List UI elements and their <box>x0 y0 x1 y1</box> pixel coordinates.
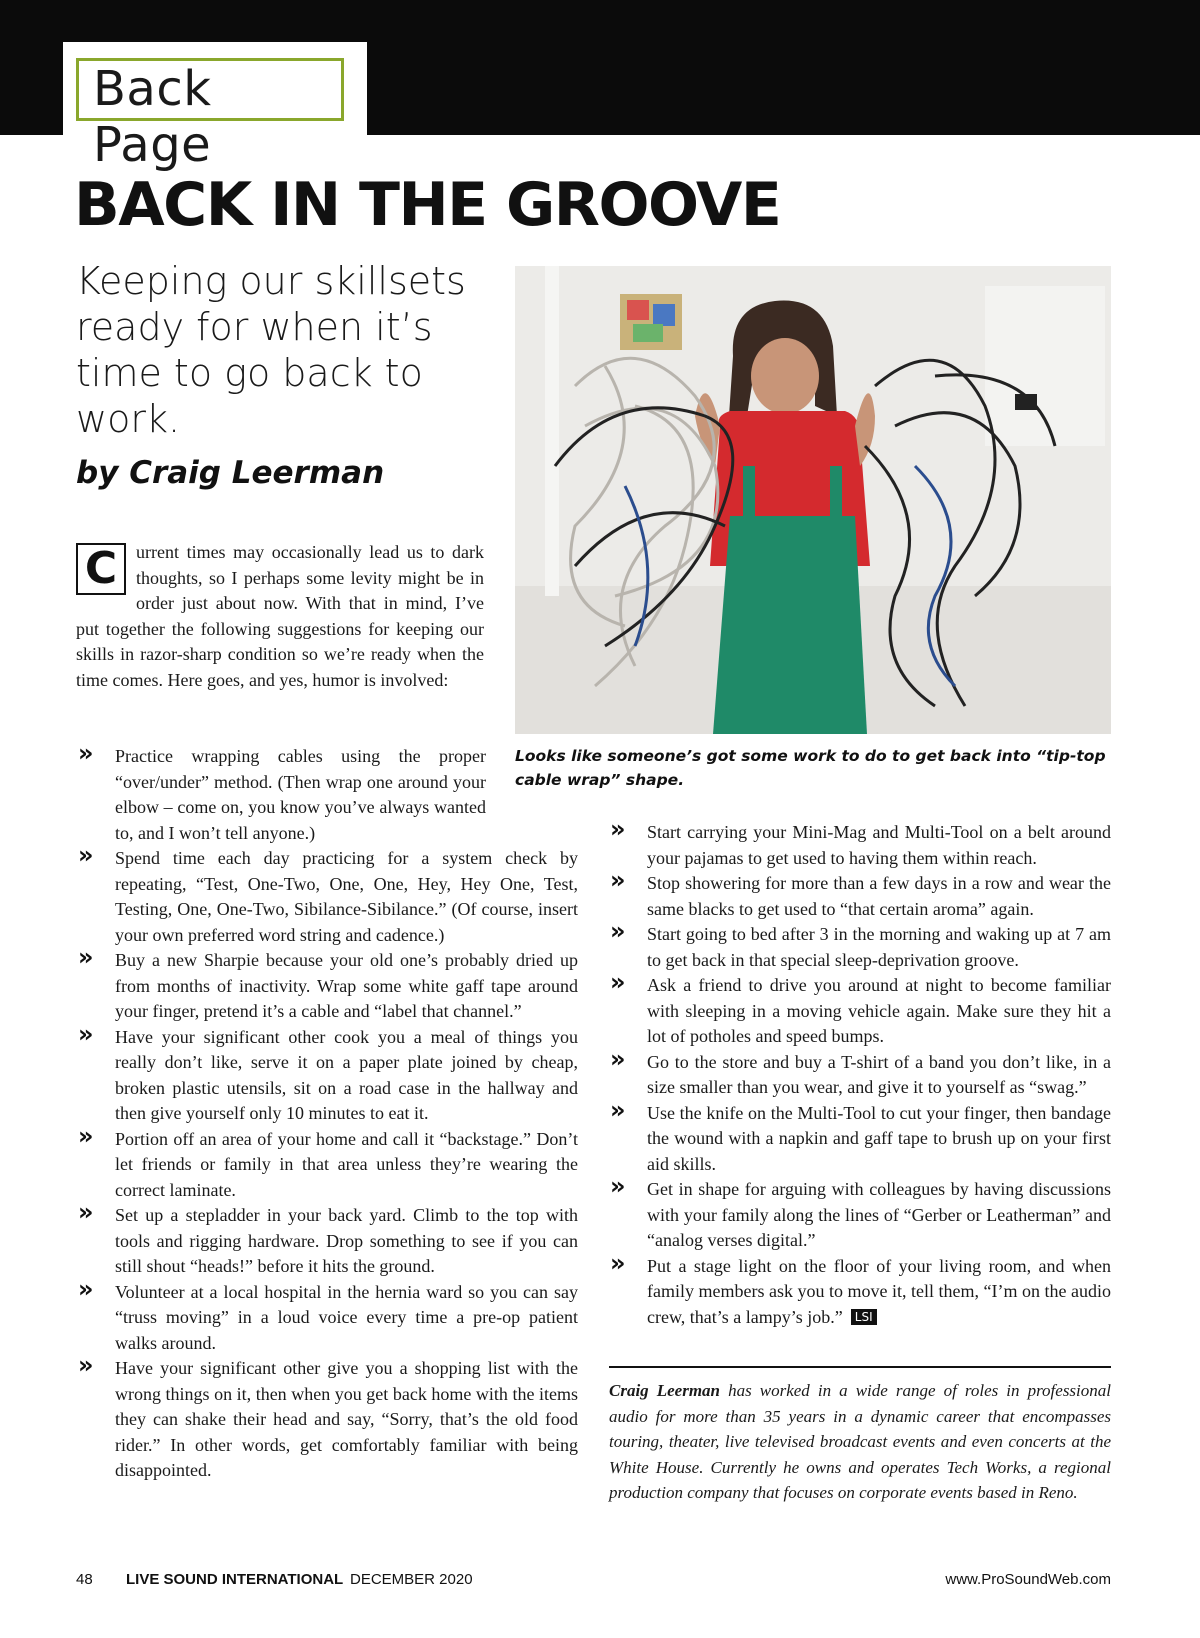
bullet-icon: » <box>78 1274 94 1303</box>
list-item-text: Portion off an area of your home and call it “backstage.” Don’t let friends or family in that area unless they’re wearing the correct laminate. <box>115 1128 578 1200</box>
author-bio <box>609 1378 1111 1506</box>
byline: by Craig Leerman <box>76 455 385 491</box>
list-item-text: Stop showering for more than a few days in a row and wear the same blacks to get used to “that certain aroma” again. <box>647 873 1111 919</box>
list-item-text: Have your significant other cook you a meal of things you really don’t like, serve it on a paper plate joined by cheap, broken plastic utensils, sit on a road case in the hallway and then give yourself only 10 minutes to eat it. <box>115 1026 578 1123</box>
list-item-text: Start carrying your Mini-Mag and Multi-Tool on a belt around your pajamas to get used to having them within reach. <box>647 822 1111 868</box>
list-item-text: Set up a stepladder in your back yard. Climb to the top with tools and rigging hardware. Drop something to see if you can still shout “heads!” before it hits the ground. <box>115 1205 578 1276</box>
article-deck: Keeping our skillsets ready for when it’s time to go back to work. <box>76 259 466 441</box>
end-mark: LSI <box>851 1309 877 1325</box>
bullet-icon: » <box>78 1121 94 1150</box>
website-link[interactable]: www.ProSoundWeb.com <box>945 1571 1111 1588</box>
list-item <box>78 1198 578 1280</box>
list-item <box>610 866 1111 922</box>
bullet-icon: » <box>610 968 626 996</box>
bullet-icon: » <box>78 1351 94 1379</box>
list-item <box>78 1274 578 1357</box>
bullet-icon: » <box>78 1019 94 1048</box>
bullet-icon: » <box>610 1248 626 1277</box>
list-item-text: Practice wrapping cables using the proper “over/under” method. (Then wrap one around your elbow – come on, you know you’ve always wanted to, and I won’t tell anyone.) <box>115 746 486 843</box>
suggestions-list-right <box>610 815 1111 1330</box>
suggestions-list-left <box>78 739 578 1484</box>
list-item <box>610 1044 1111 1101</box>
list-item-text: Buy a new Sharpie because your old one’s probably dried up from months of inactivity. Wrap some white gaff tape around your finger, pretend it’s a cable and “label that channel.” <box>115 950 578 1021</box>
photo-caption: Looks like someone’s got some work to do to get back into “tip-top cable wrap” shape. <box>515 747 1106 789</box>
intro-paragraph <box>76 540 484 693</box>
list-item <box>78 1019 578 1127</box>
list-item-text: Get in shape for arguing with colleagues by having discussions with your family along the lines of “Gerber or Leatherman” and “analog verses digital.” <box>647 1179 1111 1250</box>
list-item <box>610 968 1111 1050</box>
list-item-text: Ask a friend to drive you around at night to become familiar with sleeping in a moving vehicle again. Make sure they hit a lot of potholes and speed bumps. <box>647 975 1111 1046</box>
bio-text: has worked in a wide range of roles in professional audio for more than 35 years in a dynamic career that encompasses touring, theater, live televised broadcast events and even concerts at the White House. Currently he owns and operates Tech Works, a regional production company that focuses on corporate events based in Reno. <box>609 1381 1111 1502</box>
bullet-icon: » <box>610 1044 626 1073</box>
list-item-text: Spend time each day practicing for a system check by repeating, “Test, One-Two, One, One, Hey, Hey One, Test, Testing, One, One-Two, Sibilance-Sibilance.” (Of course, insert your own preferred word string and cadence.) <box>115 848 578 945</box>
list-item <box>78 841 578 948</box>
bullet-icon: » <box>610 815 626 843</box>
list-item <box>78 1121 578 1204</box>
bullet-icon: » <box>610 917 626 945</box>
list-item <box>610 1248 1111 1331</box>
list-item <box>610 1172 1111 1254</box>
list-item <box>78 943 578 1025</box>
bullet-icon: » <box>78 943 94 971</box>
page-number: 48 <box>76 1571 93 1588</box>
article-headline: BACK IN THE GROOVE <box>74 170 781 240</box>
list-item-text: Start going to bed after 3 in the morning and waking up at 7 am to get back in that special sleep-deprivation groove. <box>647 924 1111 970</box>
list-item <box>610 917 1111 973</box>
list-item-text: Have your significant other give you a shopping list with the wrong things on it, then when you get back home with the items they can shake their head and say, “Sorry, that’s the old food rider.” In other words, get comfortably familiar with being disappointed. <box>115 1358 578 1480</box>
issue-date: DECEMBER 2020 <box>350 1571 473 1588</box>
bio-divider <box>609 1366 1111 1368</box>
bullet-icon: » <box>78 1198 94 1226</box>
list-item-text: Use the knife on the Multi-Tool to cut your finger, then bandage the wound with a napkin and gaff tape to brush up on your first aid skills. <box>647 1102 1111 1174</box>
bullet-icon: » <box>610 1095 626 1124</box>
list-item-text: Go to the store and buy a T-shirt of a band you don’t like, in a size smaller than you wear, and give it to yourself as “swag.” <box>647 1051 1111 1097</box>
magazine-name: LIVE SOUND INTERNATIONAL <box>126 1571 344 1588</box>
list-item <box>610 1095 1111 1178</box>
article-photo <box>515 266 1111 734</box>
list-item <box>78 739 486 846</box>
section-tab <box>63 42 367 173</box>
intro-text: urrent times may occasionally lead us to dark thoughts, so I perhaps some levity might be in order just about now. With that in mind, I’ve put together the following suggestions for keeping our skills in razor-sharp condition so we’re ready when the time comes. Here goes, and yes, humor is involved: <box>76 542 484 690</box>
list-item-text: Volunteer at a local hospital in the hernia ward so you can say “truss moving” in a loud voice every time a pre-op patient walks around. <box>115 1281 578 1353</box>
drop-cap: C <box>76 543 126 595</box>
list-item-text: Put a stage light on the floor of your living room, and when family members ask you to move it, tell them, “I’m on the audio crew, that’s a lampy’s job.” <box>647 1255 1111 1327</box>
list-item <box>78 1351 578 1484</box>
section-tab-label: Back Page <box>76 58 344 121</box>
list-item <box>610 815 1111 871</box>
bullet-icon: » <box>610 1172 626 1200</box>
bullet-icon: » <box>78 841 94 869</box>
bullet-icon: » <box>610 866 626 894</box>
bio-name: Craig Leerman <box>609 1381 721 1400</box>
bullet-icon: » <box>78 739 94 767</box>
